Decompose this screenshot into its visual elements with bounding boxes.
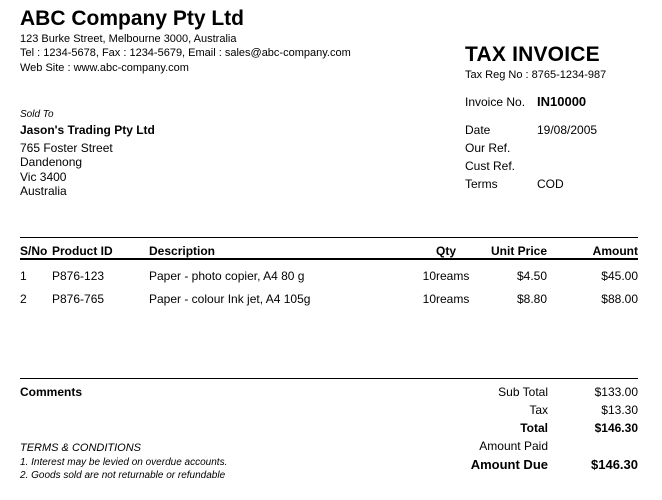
col-header-qty: Qty bbox=[435, 244, 456, 258]
invoice-number-label: Invoice No. bbox=[465, 95, 526, 109]
subtotal-label: Sub Total bbox=[498, 385, 548, 399]
row-description: Paper - colour Ink jet, A4 105g bbox=[149, 292, 311, 306]
total-label: Total bbox=[520, 421, 548, 435]
row-description: Paper - photo copier, A4 80 g bbox=[149, 269, 305, 283]
terms-label: Terms bbox=[465, 177, 498, 191]
col-header-sno: S/No bbox=[20, 244, 48, 258]
company-website: Web Site : www.abc-company.com bbox=[20, 62, 189, 74]
customer-address-line: Vic 3400 bbox=[20, 170, 67, 184]
row-qty: 10 bbox=[422, 269, 436, 283]
col-header-amount: Amount bbox=[592, 244, 638, 258]
terms-line: 1. Interest may be levied on overdue accounts. bbox=[20, 457, 228, 468]
row-amount: $88.00 bbox=[601, 292, 638, 306]
customer-address-line: 765 Foster Street bbox=[20, 141, 113, 155]
amount-paid-label: Amount Paid bbox=[479, 439, 548, 453]
col-header-product-id: Product ID bbox=[52, 244, 113, 258]
company-name: ABC Company Pty Ltd bbox=[20, 7, 245, 30]
customer-name: Jason's Trading Pty Ltd bbox=[20, 123, 155, 137]
row-amount: $45.00 bbox=[601, 269, 638, 283]
terms-line: 2. Goods sold are not returnable or refundable bbox=[20, 470, 226, 481]
invoice-date: 19/08/2005 bbox=[537, 123, 598, 137]
company-contact: Tel : 1234-5678, Fax : 1234-5679, Email : sales@abc-company.com bbox=[20, 47, 351, 59]
amount-due-label: Amount Due bbox=[470, 457, 548, 472]
table-bottom-rule bbox=[20, 378, 638, 379]
subtotal-value: $133.00 bbox=[594, 385, 638, 399]
table-header-rule bbox=[20, 258, 638, 260]
our-ref-label: Our Ref. bbox=[465, 141, 511, 155]
date-label: Date bbox=[465, 123, 491, 137]
row-unit: reams bbox=[436, 292, 470, 306]
sold-to-label: Sold To bbox=[20, 109, 54, 120]
customer-address-line: Australia bbox=[20, 184, 67, 198]
company-address: 123 Burke Street, Melbourne 3000, Australia bbox=[20, 33, 237, 45]
tax-label: Tax bbox=[529, 403, 548, 417]
row-product-id: P876-765 bbox=[52, 292, 105, 306]
tax-value: $13.30 bbox=[601, 403, 638, 417]
comments-label: Comments bbox=[20, 385, 83, 399]
total-value: $146.30 bbox=[594, 421, 638, 435]
row-unit: reams bbox=[436, 269, 470, 283]
cust-ref-label: Cust Ref. bbox=[465, 159, 516, 173]
row-unit-price: $4.50 bbox=[516, 269, 547, 283]
customer-address-line: Dandenong bbox=[20, 155, 83, 169]
row-product-id: P876-123 bbox=[52, 269, 105, 283]
invoice-number: IN10000 bbox=[537, 94, 587, 109]
row-unit-price: $8.80 bbox=[516, 292, 547, 306]
row-qty: 10 bbox=[422, 292, 436, 306]
col-header-description: Description bbox=[149, 244, 216, 258]
col-header-unit-price: Unit Price bbox=[490, 244, 547, 258]
tax-reg-number: Tax Reg No : 8765-1234-987 bbox=[465, 69, 607, 81]
amount-due-value: $146.30 bbox=[591, 457, 638, 472]
row-sno: 2 bbox=[20, 292, 27, 306]
row-sno: 1 bbox=[20, 269, 27, 283]
table-top-rule bbox=[20, 237, 638, 238]
document-title: TAX INVOICE bbox=[465, 43, 600, 66]
payment-terms: COD bbox=[537, 177, 564, 191]
terms-title: TERMS & CONDITIONS bbox=[20, 442, 142, 454]
